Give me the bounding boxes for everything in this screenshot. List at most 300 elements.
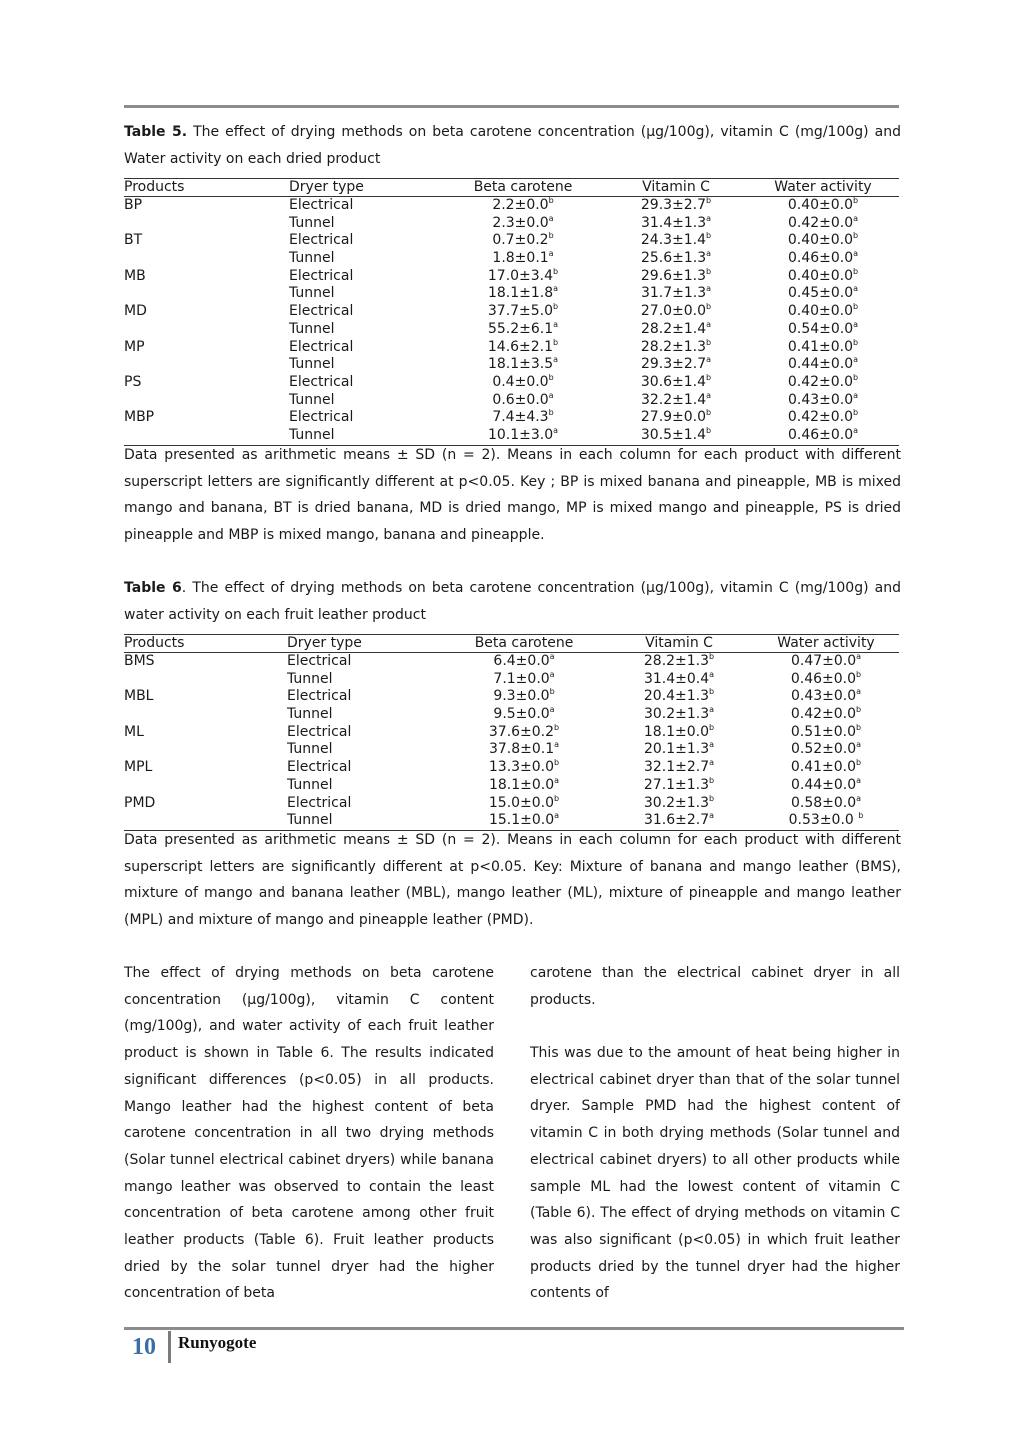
table-row (124, 741, 899, 759)
cell-beta-carotene-value: 15.1±0.0 (488, 812, 555, 829)
cell-dryer-type (289, 285, 335, 303)
cell-vitamin-c (641, 321, 711, 339)
cell-beta-carotene-value: 9.3±0.0 (493, 688, 550, 705)
table-row (124, 285, 899, 303)
cell-beta-carotene-superscript: a (548, 249, 554, 259)
cell-vitamin-c-value: 30.6±1.4 (640, 373, 707, 390)
cell-water-activity-value: 0.58±0.0 (790, 794, 857, 811)
cell-vitamin-c-superscript: b (706, 425, 712, 435)
cell-water-activity (788, 197, 858, 215)
cell-beta-carotene (493, 688, 554, 706)
cell-dryer-type-value: Tunnel (289, 356, 335, 373)
cell-water-activity (788, 321, 858, 339)
cell-vitamin-c (644, 724, 714, 742)
table5-caption-text: The effect of drying methods on beta carotene concentration (µg/100g), vitamin C (mg/100g) and Water activity on each dried product (124, 124, 901, 167)
cell-water-activity (788, 374, 858, 392)
table6-header (124, 634, 899, 653)
cell-water-activity-superscript: b (856, 705, 862, 715)
cell-vitamin-c-superscript: a (709, 740, 715, 750)
cell-water-activity-value: 0.43±0.0 (790, 688, 857, 705)
cell-beta-carotene-superscript: a (553, 319, 559, 329)
table6 (124, 634, 899, 831)
cell-vitamin-c-value: 30.2±1.3 (643, 706, 710, 723)
cell-beta-carotene (492, 409, 553, 427)
cell-vitamin-c-superscript: b (709, 793, 715, 803)
cell-water-activity-superscript: a (856, 775, 862, 785)
body-left-paragraph: The effect of drying methods on beta carotene concentration (µg/100g), vitamin C content (mg/100g), and water activity of each fruit leather product is shown in Table 6. The results indicated significant differences (p<0.05) in all products. Mango leather had the highest content of beta carotene concentration in all two drying methods (Solar tunnel electrical cabinet dryers) while banana mango leather was observed to contain the least concentration of beta carotene among other fruit leather products (Table 6). Fruit leather products dried by the solar tunnel dryer had the higher concentration of beta (124, 965, 494, 1302)
cell-water-activity-superscript: b (853, 372, 859, 382)
cell-beta-carotene-value: 6.4±0.0 (493, 653, 550, 669)
cell-beta-carotene-superscript: a (549, 669, 555, 679)
cell-beta-carotene-superscript: b (553, 266, 559, 276)
cell-vitamin-c-value: 20.4±1.3 (643, 688, 710, 705)
table6-body (124, 653, 899, 831)
cell-dryer-type-value: Electrical (287, 688, 352, 705)
table-row (124, 197, 899, 215)
cell-dryer-type (289, 215, 335, 233)
cell-water-activity-superscript: b (856, 758, 862, 768)
cell-water-activity-superscript: b (856, 722, 862, 732)
table-row (124, 777, 899, 795)
table-row (124, 374, 899, 392)
table-row (124, 356, 899, 374)
cell-beta-carotene-value: 15.0±0.0 (488, 794, 555, 811)
cell-water-activity (788, 409, 858, 427)
cell-dryer-type (289, 409, 353, 427)
cell-dryer-type-value: Tunnel (287, 706, 333, 723)
cell-beta-carotene-value: 10.1±3.0 (487, 426, 554, 443)
cell-beta-carotene (488, 339, 558, 357)
table-row (124, 706, 899, 724)
cell-product-value: MPL (124, 759, 153, 776)
cell-vitamin-c (641, 197, 711, 215)
table-row (124, 392, 899, 410)
cell-beta-carotene (488, 321, 558, 339)
cell-product-value: PS (124, 373, 142, 390)
cell-vitamin-c-value: 30.2±1.3 (643, 794, 710, 811)
cell-beta-carotene-value: 18.1±1.8 (487, 285, 554, 302)
cell-vitamin-c-value: 18.1±0.0 (643, 723, 710, 740)
table5-note: Data presented as arithmetic means ± SD (n = 2). Means in each column for each product with different superscript letters are significantly different at p<0.05. Key ; BP is mixed banana and pineapple, MB is mixed mango and banana, BT is dried banana, MD is dried mango, MP is mixed mango and pineapple, PS is dried pineapple and MBP is mixed mango, banana and pineapple. (124, 447, 901, 544)
cell-vitamin-c (644, 688, 714, 706)
cell-water-activity (791, 706, 861, 724)
cell-vitamin-c-superscript: a (709, 811, 715, 821)
cell-vitamin-c-value: 28.2±1.3 (640, 338, 707, 355)
cell-water-activity (788, 339, 858, 357)
cell-vitamin-c-superscript: b (706, 196, 712, 205)
cell-beta-carotene (489, 741, 559, 759)
cell-beta-carotene (493, 653, 554, 671)
cell-water-activity-value: 0.41±0.0 (787, 338, 854, 355)
cell-vitamin-c-value: 32.2±1.4 (640, 391, 707, 408)
cell-product (124, 409, 154, 427)
table-row (124, 795, 899, 813)
table-row (124, 303, 899, 321)
cell-beta-carotene-value: 17.0±3.4 (487, 267, 554, 284)
cell-vitamin-c (641, 339, 711, 357)
cell-vitamin-c-value: 28.2±1.4 (640, 320, 707, 337)
cell-dryer-type (287, 759, 351, 777)
cell-beta-carotene-value: 18.1±0.0 (488, 776, 555, 793)
cell-water-activity (791, 688, 861, 706)
cell-vitamin-c-superscript: b (706, 302, 712, 312)
cell-beta-carotene-value: 37.6±0.2 (488, 723, 555, 740)
cell-vitamin-c (641, 285, 711, 303)
cell-beta-carotene-superscript: a (548, 390, 554, 400)
body-right-paragraph-2: This was due to the amount of heat being higher in electrical cabinet dryer than that of the solar tunnel dryer. Sample PMD had the highest content of vitamin C in both drying methods (Solar tunnel and electrical cabinet dryers) to all other products while sample ML had the lowest content of vitamin C (Table 6). The effect of drying methods on vitamin C was also significant (p<0.05) in which fruit leather products dried by the tunnel dryer had the higher contents of (530, 1045, 900, 1302)
cell-water-activity-superscript: a (853, 425, 859, 435)
cell-water-activity (788, 303, 858, 321)
cell-beta-carotene-superscript: b (548, 408, 554, 418)
cell-water-activity-value: 0.43±0.0 (787, 391, 854, 408)
cell-water-activity-value: 0.40±0.0 (787, 267, 854, 284)
table-row (124, 321, 899, 339)
cell-vitamin-c-superscript: b (709, 775, 715, 785)
cell-dryer-type (289, 197, 353, 215)
cell-water-activity (788, 268, 858, 286)
cell-water-activity (791, 653, 861, 671)
cell-beta-carotene-superscript: b (554, 793, 560, 803)
cell-vitamin-c (641, 356, 711, 374)
cell-dryer-type-value: Tunnel (287, 670, 333, 687)
table6-header-beta: Beta carotene (474, 635, 574, 651)
cell-vitamin-c-superscript: a (709, 705, 715, 715)
cell-vitamin-c-superscript: a (706, 213, 712, 223)
cell-vitamin-c-value: 27.1±1.3 (643, 776, 710, 793)
cell-product-value: ML (124, 723, 144, 740)
cell-dryer-type (289, 268, 353, 286)
table5-header-vitc: Vitamin C (642, 179, 710, 195)
cell-dryer-type (287, 795, 351, 813)
table6-note: Data presented as arithmetic means ± SD (n = 2). Means in each column for each product with different superscript letters are significantly different at p<0.05. Key: Mixture of banana and mango leather (BMS), mixture of mango and banana leather (MBL), mango leather (ML), mixture of pineapple and mango leather (MPL) and mixture of mango and pineapple leather (PMD). (124, 832, 901, 929)
page-number: 10 (132, 1334, 156, 1360)
table-row (124, 671, 899, 689)
table5-header-beta: Beta carotene (473, 179, 573, 195)
cell-beta-carotene-value: 7.4±4.3 (492, 409, 549, 426)
cell-water-activity-superscript: a (856, 793, 862, 803)
cell-water-activity-value: 0.42±0.0 (787, 373, 854, 390)
table-row (124, 724, 899, 742)
cell-dryer-type (287, 653, 351, 671)
cell-water-activity-superscript: b (853, 266, 859, 276)
cell-water-activity-superscript: a (853, 249, 859, 259)
cell-product (124, 795, 155, 813)
cell-water-activity-value: 0.40±0.0 (787, 303, 854, 320)
cell-water-activity (791, 795, 861, 813)
cell-vitamin-c (644, 706, 714, 724)
cell-water-activity-value: 0.54±0.0 (787, 320, 854, 337)
cell-beta-carotene-superscript: a (553, 355, 559, 365)
cell-beta-carotene-value: 0.6±0.0 (492, 391, 549, 408)
cell-dryer-type-value: Electrical (287, 759, 352, 776)
cell-dryer-type-value: Tunnel (289, 426, 335, 443)
cell-dryer-type (287, 671, 333, 689)
cell-beta-carotene-value: 55.2±6.1 (487, 320, 554, 337)
cell-product (124, 653, 155, 671)
cell-beta-carotene (493, 706, 554, 724)
table-row (124, 409, 899, 427)
cell-vitamin-c-superscript: b (706, 266, 712, 276)
cell-beta-carotene-superscript: a (554, 775, 560, 785)
cell-dryer-type-value: Tunnel (289, 320, 335, 337)
cell-water-activity-superscript: a (853, 319, 859, 329)
cell-water-activity-value: 0.53±0.0 (788, 812, 859, 829)
cell-beta-carotene-superscript: a (553, 284, 559, 294)
table6-header-aw: Water activity (777, 635, 875, 651)
cell-beta-carotene (492, 374, 553, 392)
cell-water-activity-superscript: b (858, 811, 864, 821)
table5-header-dryer: Dryer type (289, 179, 364, 195)
cell-vitamin-c (641, 268, 711, 286)
table5-header-products: Products (124, 179, 185, 195)
table-row (124, 250, 899, 268)
cell-water-activity (791, 671, 861, 689)
table-row (124, 653, 899, 671)
cell-vitamin-c-superscript: b (706, 231, 712, 241)
footer-rule (124, 1327, 904, 1330)
cell-dryer-type-value: Electrical (289, 232, 354, 249)
cell-water-activity-superscript: a (856, 687, 862, 697)
cell-water-activity (791, 724, 861, 742)
cell-beta-carotene-superscript: a (554, 740, 560, 750)
cell-water-activity-value: 0.41±0.0 (790, 759, 857, 776)
cell-vitamin-c (644, 759, 714, 777)
cell-beta-carotene-value: 1.8±0.1 (492, 250, 549, 267)
cell-product-value: MD (124, 303, 147, 320)
table-row (124, 232, 899, 250)
cell-beta-carotene-value: 37.8±0.1 (488, 741, 555, 758)
cell-vitamin-c-superscript: b (709, 722, 715, 732)
table5-body (124, 197, 899, 446)
cell-water-activity-superscript: b (853, 408, 859, 418)
cell-beta-carotene-superscript: a (553, 425, 559, 435)
cell-beta-carotene-value: 2.2±0.0 (492, 197, 549, 213)
cell-water-activity-superscript: a (856, 652, 862, 661)
cell-dryer-type (289, 250, 335, 268)
cell-product-value: BP (124, 197, 143, 213)
table6-header-dryer: Dryer type (287, 635, 362, 651)
cell-vitamin-c (644, 777, 714, 795)
cell-dryer-type (287, 688, 351, 706)
cell-water-activity-superscript: b (853, 337, 859, 347)
cell-vitamin-c-value: 27.9±0.0 (640, 409, 707, 426)
cell-dryer-type (289, 339, 353, 357)
cell-beta-carotene-superscript: b (548, 372, 554, 382)
cell-dryer-type (287, 741, 333, 759)
cell-beta-carotene-superscript: a (554, 811, 560, 821)
cell-beta-carotene (492, 392, 553, 410)
cell-dryer-type-value: Electrical (289, 373, 354, 390)
table-row (124, 215, 899, 233)
cell-vitamin-c-superscript: a (706, 249, 712, 259)
cell-product-value: MP (124, 338, 145, 355)
cell-dryer-type-value: Tunnel (287, 812, 333, 829)
cell-water-activity-superscript: a (853, 390, 859, 400)
cell-vitamin-c-superscript: a (706, 284, 712, 294)
cell-dryer-type (287, 706, 333, 724)
cell-water-activity (788, 232, 858, 250)
cell-vitamin-c-superscript: a (706, 355, 712, 365)
cell-water-activity (788, 356, 858, 374)
cell-vitamin-c (644, 653, 714, 671)
cell-beta-carotene-value: 9.5±0.0 (493, 706, 550, 723)
cell-beta-carotene-value: 14.6±2.1 (487, 338, 554, 355)
cell-product-value: BT (124, 232, 143, 249)
cell-water-activity (788, 250, 858, 268)
cell-vitamin-c-superscript: a (706, 390, 712, 400)
cell-water-activity-value: 0.46±0.0 (790, 670, 857, 687)
cell-beta-carotene-superscript: b (548, 196, 554, 205)
cell-vitamin-c-value: 20.1±1.3 (643, 741, 710, 758)
footer-divider (168, 1331, 171, 1363)
table5 (124, 178, 899, 446)
cell-vitamin-c-superscript: a (706, 319, 712, 329)
cell-dryer-type-value: Electrical (287, 723, 352, 740)
cell-beta-carotene-value: 0.7±0.2 (492, 232, 549, 249)
cell-dryer-type-value: Tunnel (289, 285, 335, 302)
cell-water-activity (791, 777, 861, 795)
cell-water-activity (791, 759, 861, 777)
cell-beta-carotene-superscript: b (553, 302, 559, 312)
cell-product (124, 374, 141, 392)
cell-vitamin-c (644, 741, 714, 759)
cell-vitamin-c-value: 31.4±0.4 (643, 670, 710, 687)
cell-vitamin-c-superscript: b (706, 408, 712, 418)
cell-water-activity-superscript: b (856, 669, 862, 679)
cell-water-activity-superscript: a (856, 740, 862, 750)
table-row (124, 339, 899, 357)
cell-dryer-type-value: Electrical (289, 303, 354, 320)
cell-beta-carotene (488, 356, 558, 374)
cell-vitamin-c (641, 250, 711, 268)
cell-product (124, 688, 153, 706)
cell-beta-carotene (488, 303, 558, 321)
cell-water-activity-value: 0.44±0.0 (790, 776, 857, 793)
cell-beta-carotene (488, 268, 558, 286)
table6-caption (124, 575, 901, 629)
cell-beta-carotene (493, 671, 554, 689)
cell-vitamin-c-value: 24.3±1.4 (640, 232, 707, 249)
cell-beta-carotene-value: 37.7±5.0 (487, 303, 554, 320)
cell-water-activity-value: 0.47±0.0 (790, 653, 857, 669)
cell-dryer-type-value: Tunnel (289, 214, 335, 231)
cell-dryer-type-value: Tunnel (287, 776, 333, 793)
cell-water-activity-value: 0.52±0.0 (790, 741, 857, 758)
cell-vitamin-c-superscript: b (706, 372, 712, 382)
table6-caption-label: Table 6 (124, 580, 182, 596)
cell-vitamin-c (644, 671, 714, 689)
cell-water-activity-value: 0.40±0.0 (787, 197, 854, 213)
cell-water-activity-value: 0.42±0.0 (790, 706, 857, 723)
cell-water-activity-value: 0.46±0.0 (787, 426, 854, 443)
cell-dryer-type-value: Electrical (289, 267, 354, 284)
cell-water-activity (788, 215, 858, 233)
cell-water-activity-value: 0.45±0.0 (787, 285, 854, 302)
cell-water-activity-value: 0.51±0.0 (790, 723, 857, 740)
cell-dryer-type (287, 777, 333, 795)
cell-vitamin-c-superscript: a (709, 758, 715, 768)
cell-beta-carotene (488, 285, 558, 303)
cell-water-activity-superscript: a (853, 213, 859, 223)
header-rule (124, 105, 899, 108)
cell-beta-carotene-superscript: b (554, 758, 560, 768)
cell-dryer-type-value: Electrical (287, 653, 352, 669)
table-row (124, 688, 899, 706)
cell-product-value: PMD (124, 794, 156, 811)
cell-beta-carotene-superscript: a (549, 652, 555, 661)
table5-caption (124, 119, 901, 173)
cell-water-activity-value: 0.46±0.0 (787, 250, 854, 267)
cell-beta-carotene (492, 197, 553, 215)
table5-header-aw: Water activity (774, 179, 872, 195)
table5-caption-label: Table 5. (124, 124, 188, 140)
cell-product (124, 197, 142, 215)
cell-dryer-type (289, 356, 335, 374)
cell-beta-carotene (489, 795, 559, 813)
cell-dryer-type (289, 374, 353, 392)
cell-product (124, 339, 145, 357)
cell-vitamin-c (641, 409, 711, 427)
cell-beta-carotene-value: 18.1±3.5 (487, 356, 554, 373)
cell-dryer-type-value: Electrical (287, 794, 352, 811)
cell-beta-carotene-superscript: b (548, 231, 554, 241)
table-row (124, 268, 899, 286)
cell-water-activity-superscript: b (853, 231, 859, 241)
cell-water-activity-value: 0.42±0.0 (787, 409, 854, 426)
cell-dryer-type (289, 392, 335, 410)
cell-vitamin-c-superscript: b (706, 337, 712, 347)
cell-dryer-type (287, 724, 351, 742)
cell-vitamin-c (641, 215, 711, 233)
cell-vitamin-c-value: 31.6±2.7 (643, 812, 710, 829)
cell-vitamin-c-value: 31.4±1.3 (640, 214, 707, 231)
cell-dryer-type-value: Tunnel (287, 741, 333, 758)
cell-beta-carotene-superscript: a (549, 705, 555, 715)
cell-dryer-type (289, 321, 335, 339)
cell-beta-carotene-value: 13.3±0.0 (488, 759, 555, 776)
cell-beta-carotene (492, 215, 553, 233)
cell-water-activity (788, 392, 858, 410)
cell-product-value: MB (124, 267, 146, 284)
cell-beta-carotene-value: 2.3±0.0 (492, 214, 549, 231)
cell-vitamin-c-value: 31.7±1.3 (640, 285, 707, 302)
cell-beta-carotene (489, 759, 559, 777)
cell-beta-carotene (492, 232, 553, 250)
cell-beta-carotene-superscript: b (554, 722, 560, 732)
cell-vitamin-c-superscript: b (709, 687, 715, 697)
cell-vitamin-c-value: 32.1±2.7 (643, 759, 710, 776)
cell-vitamin-c-value: 27.0±0.0 (640, 303, 707, 320)
cell-water-activity-value: 0.44±0.0 (787, 356, 854, 373)
cell-water-activity-superscript: a (853, 355, 859, 365)
cell-dryer-type-value: Electrical (289, 197, 354, 213)
cell-beta-carotene-value: 0.4±0.0 (492, 373, 549, 390)
running-head: Runyogote (178, 1333, 257, 1352)
cell-vitamin-c (644, 795, 714, 813)
cell-water-activity (788, 285, 858, 303)
table6-caption-text: . The effect of drying methods on beta carotene concentration (µg/100g), vitamin C (mg/100g) and water activity on each fruit leather product (124, 580, 902, 623)
cell-vitamin-c-value: 29.3±2.7 (640, 356, 707, 373)
cell-product-value: MBL (124, 688, 154, 705)
cell-beta-carotene-superscript: a (548, 213, 554, 223)
table-row (124, 759, 899, 777)
cell-vitamin-c (641, 392, 711, 410)
cell-product (124, 232, 142, 250)
cell-water-activity-value: 0.40±0.0 (787, 232, 854, 249)
cell-vitamin-c-value: 25.6±1.3 (640, 250, 707, 267)
cell-beta-carotene-superscript: b (553, 337, 559, 347)
cell-water-activity-superscript: a (853, 284, 859, 294)
